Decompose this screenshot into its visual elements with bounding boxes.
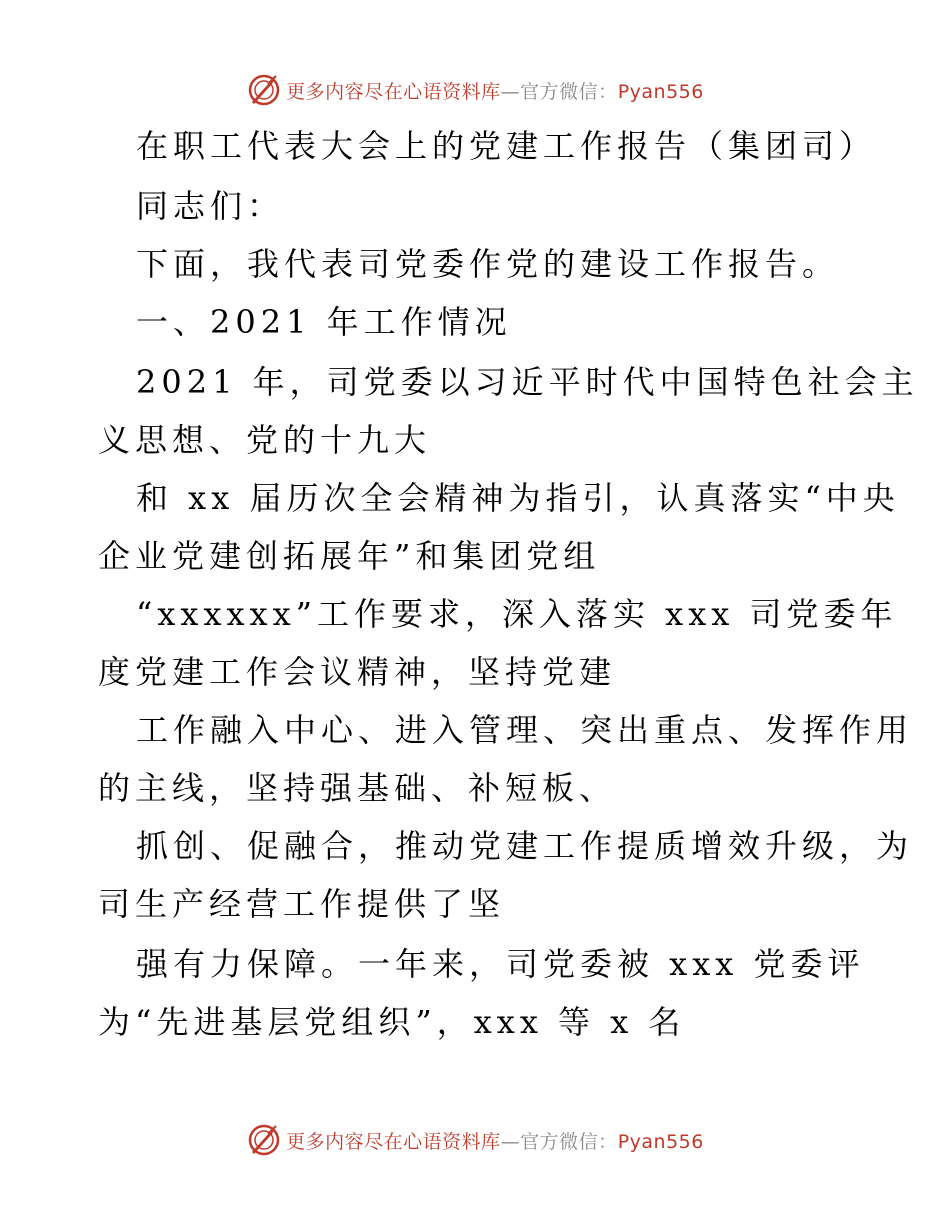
watermark-id: Pyan556 — [617, 1130, 704, 1153]
watermark-text — [286, 77, 704, 104]
paragraph-line: 度党建工作会议精神，坚持党建 — [98, 653, 617, 691]
watermark-id: Pyan556 — [617, 80, 704, 103]
paragraph-line: 司生产经营工作提供了坚 — [98, 885, 506, 923]
watermark-text — [286, 1127, 704, 1154]
quill-seal-icon — [246, 1122, 282, 1158]
paragraph-line: 企业党建创拓展年”和集团党组 — [98, 537, 601, 575]
paragraph-line: 工作融入中心、进入管理、突出重点、发挥作用 — [136, 711, 914, 749]
footer-watermark — [0, 1122, 950, 1158]
section-heading: 一、2021 年工作情况 — [136, 303, 512, 341]
paragraph-line: 抓创、促融合，推动党建工作提质增效升级，为 — [136, 827, 914, 865]
paragraph-line: 和 xx 届历次全会精神为指引，认真落实“中央 — [136, 479, 900, 517]
document-title: 在职工代表大会上的党建工作报告（集团司） — [136, 127, 877, 165]
watermark-dash: — — [500, 1130, 521, 1153]
watermark-official: 官方微信： — [520, 80, 618, 103]
greeting: 同志们： — [136, 187, 285, 225]
paragraph-line: 强有力保障。一年来，司党委被 xxx 党委评 — [136, 945, 865, 983]
watermark-official: 官方微信： — [520, 1130, 618, 1153]
quill-seal-icon — [246, 72, 282, 108]
header-watermark — [0, 72, 950, 108]
paragraph-line: 为“先进基层党组织”，xxx 等 x 名 — [98, 1003, 686, 1041]
paragraph-line: 义思想、党的十九大 — [98, 421, 432, 459]
paragraph-line: 的主线，坚持强基础、补短板、 — [98, 769, 617, 807]
watermark-main: 更多内容尽在心语资料库 — [286, 1130, 501, 1153]
intro-paragraph: 下面，我代表司党委作党的建设工作报告。 — [136, 245, 840, 283]
paragraph-line: “xxxxxx”工作要求，深入落实 xxx 司党委年 — [136, 595, 898, 633]
paragraph-line: 2021 年，司党委以习近平时代中国特色社会主 — [136, 363, 919, 401]
watermark-dash: — — [500, 80, 521, 103]
watermark-main: 更多内容尽在心语资料库 — [286, 80, 501, 103]
